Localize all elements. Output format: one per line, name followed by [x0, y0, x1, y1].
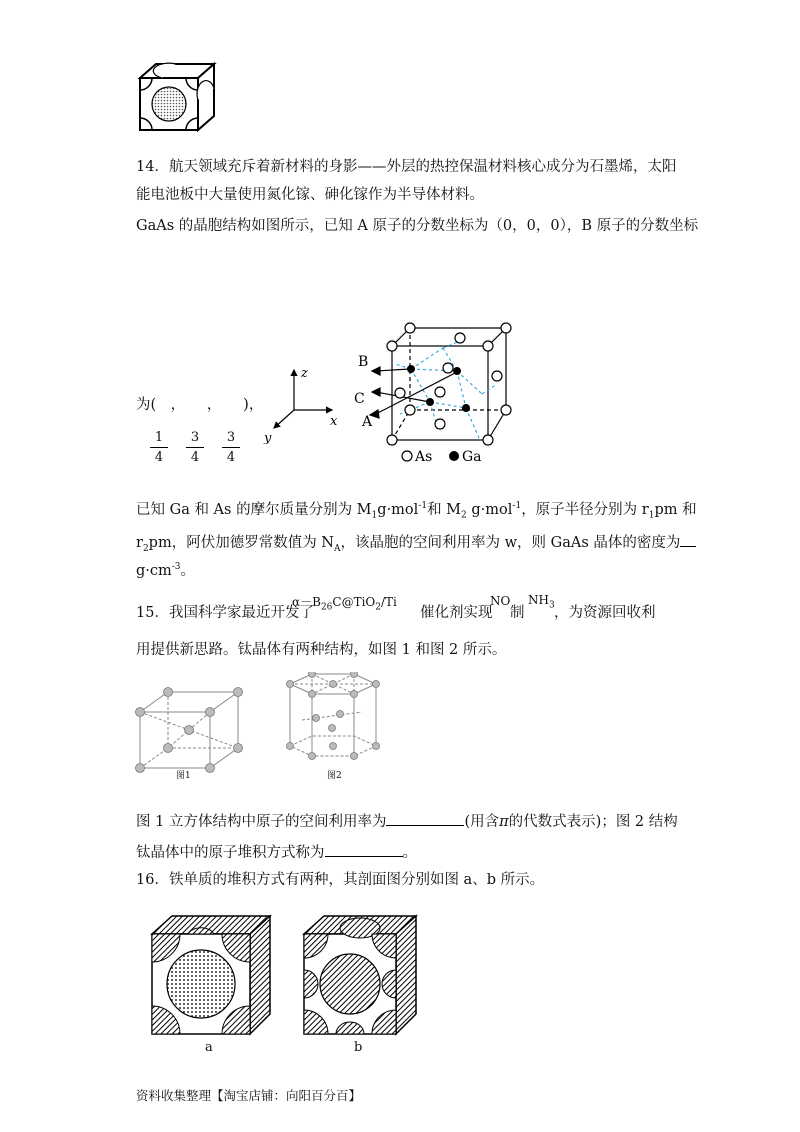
- no-formula: NO: [490, 594, 511, 608]
- legend-ga-marker: [449, 451, 459, 461]
- q14-line-1: 14．航天领域充斥着新材料的身影——外层的热控保温材料核心成分为石墨烯，太阳: [136, 159, 677, 175]
- nh3-formula: $NH_3$: [528, 593, 555, 611]
- iron-packing-figure-b: [302, 914, 418, 1036]
- q14-line-5: $r_2pm$，阿伏加德罗常数值为 $N_A$，该晶胞的空间利用率为 w，则 GaAs 晶体的密度为: [136, 532, 696, 554]
- cube-section-figure-top: [136, 60, 218, 134]
- fraction-1: $\frac{1}{4}$: [150, 430, 168, 465]
- titanium-hexagonal-figure-2: [282, 672, 382, 768]
- q16-line-1: 16．铁单质的堆积方式有两种，其剖面图分别如图 a、b 所示。: [136, 872, 545, 888]
- pi-symbol: π: [499, 814, 509, 830]
- catalyst-formula: $\alpha-B_{26}C@TiO_2/Ti$: [292, 595, 397, 613]
- label-a: A: [362, 414, 373, 430]
- label-c: C: [354, 391, 365, 407]
- gaas-unit-cell-diagram: [352, 314, 522, 466]
- fig1-caption: 图1: [176, 771, 191, 781]
- q15-line-1a: 15．我国科学家最近开发了: [136, 605, 314, 621]
- q14-line-3: GaAs 的晶胞结构如图所示，已知 A 原子的分数坐标为（0，0，0），B 原子的分数坐标: [136, 218, 699, 234]
- legend-as-label: As: [415, 449, 433, 465]
- footer-text: 资料收集整理【淘宝店铺：向阳百分百】: [136, 1088, 362, 1103]
- axis-y-label: y: [264, 431, 272, 444]
- q15-line-1c: ，为资源回收利: [554, 605, 656, 621]
- fraction-3: $\frac{3}{4}$: [222, 430, 240, 465]
- titanium-cubic-figure-1: [134, 684, 244, 778]
- q15-line-1b: 催化剂实现: [420, 605, 493, 621]
- legend-as-marker: [402, 451, 412, 461]
- fig2-caption: 图2: [327, 771, 342, 781]
- q15-blank-1: [386, 811, 464, 826]
- q14-line-2: 能电池板中大量使用氮化镓、砷化镓作为半导体材料。: [136, 187, 484, 203]
- iron-packing-figure-a: [150, 914, 272, 1036]
- fraction-2: $\frac{3}{4}$: [186, 430, 204, 465]
- q15-line-2: 用提供新思路。钛晶体有两种结构，如图 1 和图 2 所示。: [136, 642, 507, 658]
- legend-ga-label: Ga: [462, 449, 482, 465]
- q15-line-4: 钛晶体中的原子堆积方式称为 。: [136, 842, 417, 861]
- q15-zhi: 制: [510, 605, 525, 621]
- q15-blank-2: [325, 842, 403, 857]
- q14-answer-blank: [680, 532, 696, 547]
- axis-z-label: z: [301, 366, 308, 381]
- figure-a-label: a: [205, 1040, 213, 1055]
- q15-line-3: 图 1 立方体结构中原子的空间利用率为 (用含π的代数式表示)；图 2 结构: [136, 811, 678, 830]
- q14-line-6: $g\cdot cm^{-3}$。: [136, 562, 196, 579]
- q14-coord-prefix: 为( ， ， )，: [136, 397, 264, 413]
- q14-line-4: 已知 Ga 和 As 的摩尔质量分别为 $M_1g\cdot mol^{-1}$和 $M_2$ g·mol$^{-1}$，原子半径分别为 $r_1pm$ 和: [136, 501, 697, 521]
- axis-x-label: x: [330, 414, 338, 429]
- coordinate-axes-diagram: [262, 364, 346, 444]
- figure-b-label: b: [354, 1040, 363, 1055]
- label-b: B: [358, 354, 369, 370]
